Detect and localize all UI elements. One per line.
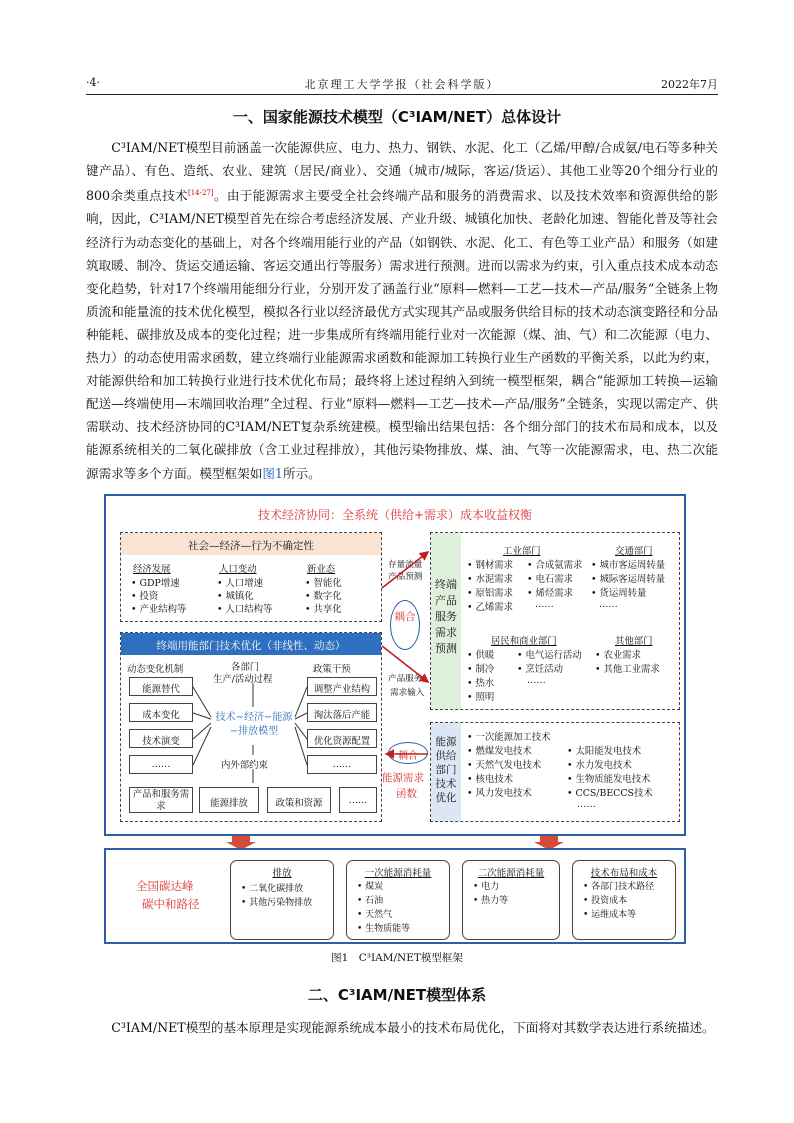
right-item: 淘汰落后产能 [307, 703, 377, 722]
demand-vertical-title: 终端产品服务需求预测 [435, 578, 457, 655]
figure-caption: 图1 C³IAM/NET模型框架 [331, 952, 463, 964]
energy-func-label: 能源需求 [382, 772, 424, 784]
section-title-1: 一、国家能源技术模型（C³IAM/NET）总体设计 [232, 108, 562, 126]
social-uncertainty-box: 社会—经济—行为不确定性 经济发展 • GDP增速 • 投资 • 产业结构等 人口变动 • 人口增速 • 城镇化 • 人口结构等 新业态 • 智能化 • 数字化 • 共享化 [120, 532, 382, 622]
output-left-label: 全国碳达峰 [136, 879, 194, 893]
left-item: 能源替代 [129, 677, 193, 696]
citation[interactable]: [14-27] [187, 189, 214, 198]
body-paragraph-1: C³IAM/NET模型目前涵盖一次能源供应、电力、热力、钢铁、水泥、化工（乙烯/甲醇/合成氨/电石等多种关键产品）、有色、造纸、农业、建筑（居民/商业）、交通（城市/城际，客运/货运）、其他工业等20个细分行业的800余类重点技术[14-27]。由于能源需求主要受全社会终端产品和服务的消费需求、以及技术效率和资源供给的影响，因此，C³IAM/NET模型首先在综合考虑经济发展、产业升级、城镇化加快、老龄化加速、智能化普及等社会经济行为动态变化的基础上，对各个终端用能行业的产品（如钢铁、水泥、化工、有色等工业产品）和服务（如建筑取暖、制冷、货运交通运输、客运交通出行等服务）需求进行预测。进而以需求为约束，引入重点技术成本动态变化趋势，针对17个终端用能细分行业，分别开发了涵盖行业“原料—燃料—工艺—技术—产品/服务”全链条上物质流和能量流的技术优化模型，模拟各行业以经济最优方式实现其产品或服务供给目标的技术动态演变路径和分品种能耗、碳排放及成本的变化过程；进一步集成所有终端用能行业对一次能源（煤、油、气）和二次能源（电力、热力）的动态使用需求函数，建立终端行业能源需求函数和能源加工转换行业生产函数的平衡关系，以此为约束，对能源供给和加工转换行业进行技术优化布局；最终将上述过程纳入到统一模型框架，耦合“能源加工转换—运输配送—终端使用—末端回收治理”全过程、行业“原料—燃料—工艺—技术—产品/服务”全链条，实现以需定产、供需联动、技术经济协同的C³IAM/NET复杂系统建模。模型输出结果包括：各个细分部门的技术布局和成本，以及能源系统相关的二氧化碳排放（含工业过程排放），其他污染物排放、煤、油、气等一次能源需求，电、热二次能源需求等多个方面。模型框架如图1所示。 [86, 140, 719, 481]
group-heading: 工业部门 [503, 546, 541, 557]
tech-title: 终端用能部门技术优化（非线性、动态） [156, 640, 346, 652]
process-label: 生产/活动过程 [213, 674, 273, 685]
couple-ellipse: 耦合 [390, 600, 420, 650]
arrow-label: 存量流量 [388, 560, 423, 570]
header-rule [86, 94, 718, 95]
arrow-label: 需求输入 [390, 688, 425, 698]
section-title-2: 二、C³IAM/NET模型体系 [307, 986, 487, 1004]
bottom-item: …… [339, 787, 377, 813]
group-heading: 交通部门 [615, 546, 653, 557]
output-primary-box: 一次能源消耗量 • 煤炭 • 石油 • 天然气 • 生物质能等 [346, 860, 450, 940]
issue-date: 2022年7月 [661, 78, 718, 91]
page-number: ·4· [86, 76, 100, 89]
model-framework-figure [104, 494, 686, 836]
output-secondary-box: 二次能源消耗量 • 电力 • 热力等 [462, 860, 560, 940]
running-header [86, 76, 718, 94]
output-emission-box: 排放 • 二氧化碳排放 • 其他污染物排放 [230, 860, 334, 940]
right-item: 调整产业结构 [307, 677, 377, 696]
figure-title: 技术经济协同：全系统（供给+需求）成本收益权衡 [257, 508, 533, 522]
right-item: 优化资源配置 [307, 729, 377, 748]
left-item: …… [129, 755, 193, 774]
group-heading: 居民和商业部门 [491, 636, 557, 647]
energy-func-label: 函数 [396, 788, 417, 800]
sectors-label: 各部门 [231, 662, 260, 673]
group-heading: 人口变动 [219, 564, 257, 575]
couple-ellipse-2: 耦合 [388, 742, 428, 764]
social-title: 社会—经济—行为不确定性 [188, 540, 314, 552]
bottom-item: 政策和资源 [267, 787, 331, 813]
policy-label: 政策干预 [313, 664, 351, 675]
left-item: 技术演变 [129, 729, 193, 748]
supply-optimization-box: 能源供给部门技术优化 • 一次能源加工技术 • 燃煤发电技术 • 太阳能发电技术 • 天然气发电技术 • 水力发电技术 • 核电技术 • 生物质能发电技术 • 风力发电技术 • CCS/BECCS技术 …… [430, 722, 680, 822]
bottom-item: 能源排放 [199, 787, 259, 813]
right-item: …… [307, 755, 377, 774]
output-left-label: 碳中和路径 [142, 897, 200, 911]
group-heading: 经济发展 [133, 564, 171, 575]
group-heading: 其他部门 [615, 636, 653, 647]
demand-forecast-box: 终端产品服务需求预测 工业部门 • 钢材需求 • 合成氨需求 • 水泥需求 • 电石需求 • 原铝需求 • 烯烃需求 • 乙烯需求 …… 交通部门 • 城市客运周转量 • 城际客运周转量 • 货运周转量 …… 居民和商业部门 • 供暖 • 电气运行活动 • 制冷 • 烹饪活动 • 热水 …… • 照明 其他部门 • 农业需求 • 其他工业需求 [430, 532, 680, 710]
left-item: 成本变化 [129, 703, 193, 722]
arrow-label: 产品服务 [388, 674, 423, 684]
body-paragraph-2: C³IAM/NET模型的基本原理是实现能源系统成本最小的技术布局优化，下面将对其数学表达进行系统描述。 [111, 1020, 715, 1035]
mech-label: 动态变化机制 [127, 664, 184, 675]
output-tech-cost-box: 技术布局和成本 • 各部门技术路径 • 投资成本 • 运维成本等 [572, 860, 676, 940]
arrow-label: 产品预测 [388, 572, 423, 582]
core-model-label: 技术−经济−能源−排放模型 [215, 712, 293, 737]
constraint-label: 内外部约束 [221, 760, 268, 771]
bottom-item: 产品和服务需求 [129, 787, 193, 813]
journal-name: 北京理工大学学报（社会科学版） [304, 78, 500, 91]
group-heading: 新业态 [307, 564, 336, 575]
supply-vertical-title: 能源供给部门技术优化 [435, 736, 457, 804]
output-box [104, 848, 686, 944]
figure-link[interactable]: 图1 [262, 465, 283, 481]
